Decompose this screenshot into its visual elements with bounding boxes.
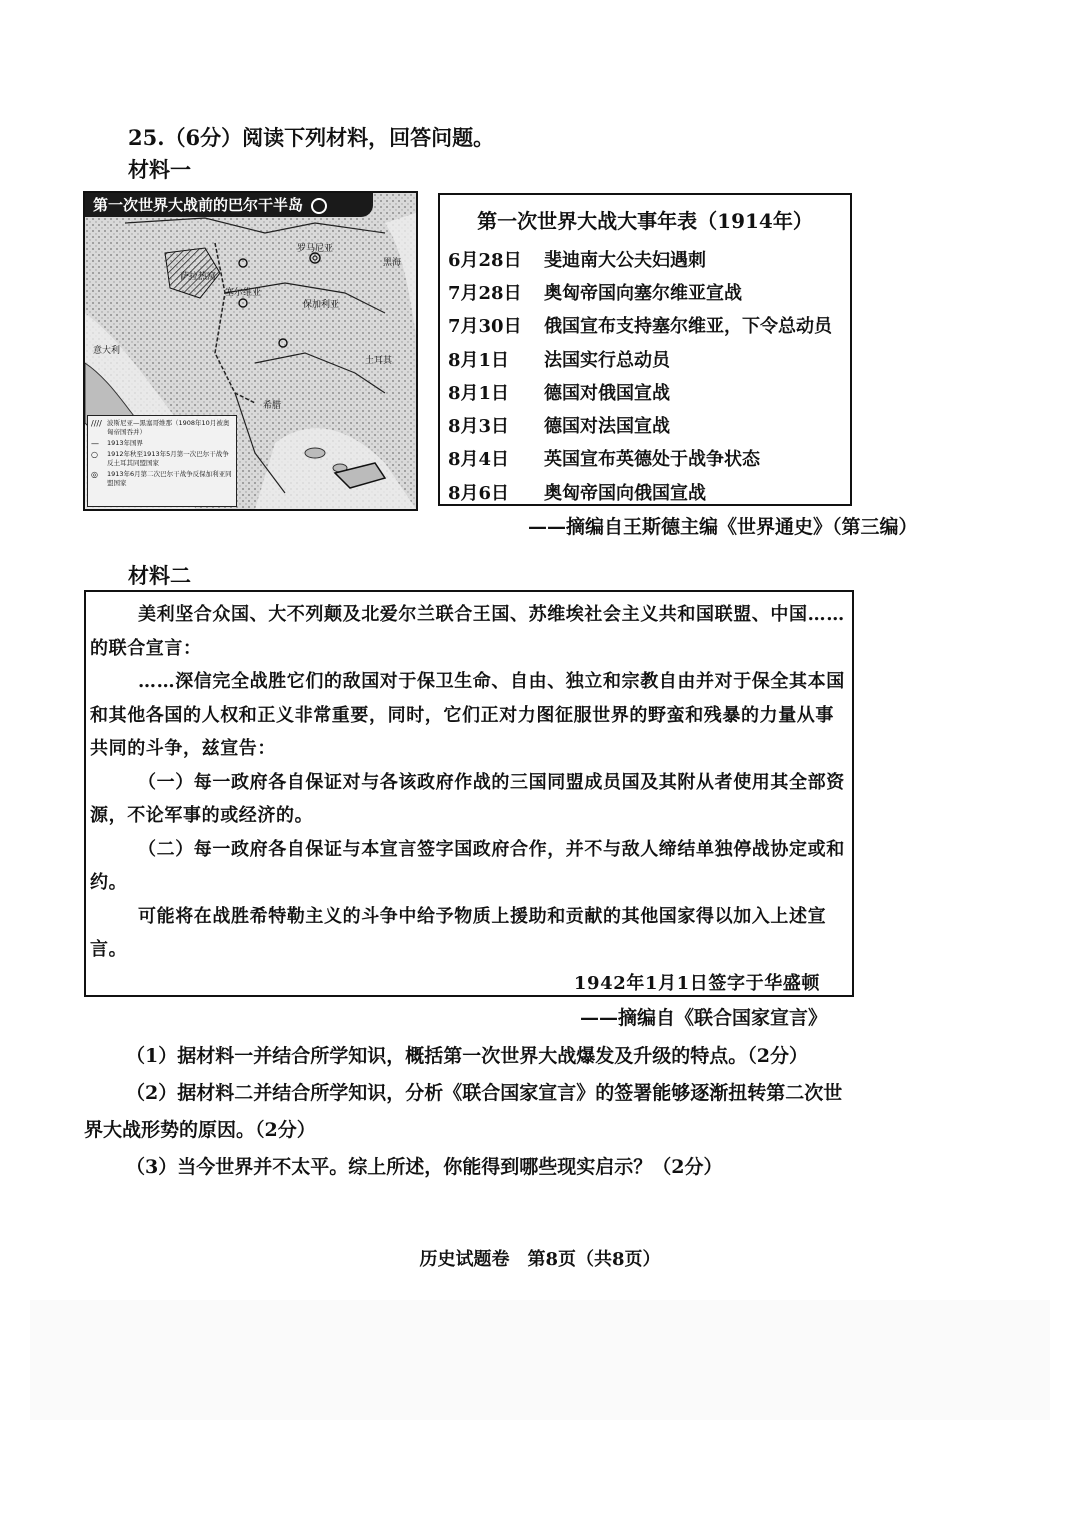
legend-row — [91, 450, 233, 468]
declaration-paragraph: 美利坚合众国、大不列颠及北爱尔兰联合王国、苏维埃社会主义共和国联盟、中国……的联合宣言： — [90, 604, 845, 659]
chronology-event: 俄国宣布支持塞尔维亚，下令总动员 — [544, 316, 832, 338]
map-label: 希腊 — [263, 401, 282, 411]
chronology-date: 8月1日 — [448, 349, 510, 371]
sub-questions — [84, 1038, 856, 1186]
chronology-event: 奥匈帝国向塞尔维亚宣战 — [544, 282, 742, 304]
page-footer: 历史试题卷 第8页（共8页） — [419, 1249, 661, 1270]
chronology-date: 7月30日 — [448, 316, 522, 338]
declaration-signature: 1942年1月1日签字于华盛顿 — [573, 972, 820, 994]
declaration-paragraph: ……深信完全战胜它们的敌国对于保卫生命、自由、独立和宗教自由并对于保全其本国和其他各国的人权和正义非常重要，同时，它们正对力图征服世界的野蛮和残暴的力量从事共同的斗争，兹宣告： — [90, 671, 845, 759]
scan-shadow — [30, 1300, 1050, 1420]
border-line-icon: — — [91, 439, 99, 448]
chronology-row — [440, 342, 850, 375]
chronology-date: 8月4日 — [448, 449, 510, 471]
legend-row — [91, 419, 233, 437]
declaration-paragraph: （二）每一政府各自保证与本宣言签字国政府合作，并不与敌人缔结单独停战协定或和约。 — [90, 838, 845, 893]
chronology-event: 德国对法国宣战 — [544, 416, 670, 438]
map-title — [85, 193, 373, 217]
compass-icon — [311, 198, 327, 214]
balkan-map — [83, 191, 418, 511]
map-label: 意大利 — [93, 346, 121, 356]
map-label: 萨拉热窝 — [180, 272, 217, 282]
declaration-box — [84, 590, 854, 997]
sub-question: （1）据材料一并结合所学知识，概括第一次世界大战爆发及升级的特点。（2分） — [126, 1045, 808, 1067]
chronology-row — [440, 242, 850, 275]
legend-text: 波斯尼亚—黑塞哥维那（1908年10月被奥匈帝国吞并） — [107, 419, 230, 436]
legend-row — [91, 439, 233, 448]
chronology-event: 奥匈帝国向俄国宣战 — [544, 482, 706, 504]
legend-row — [91, 470, 233, 488]
legend-text: 1913年国界 — [107, 439, 144, 447]
declaration-paragraph: （一）每一政府各自保证对与各该政府作战的三国同盟成员国及其附从者使用其全部资源，不论军事的或经济的。 — [90, 771, 845, 826]
chronology-row — [440, 275, 850, 308]
material-2-label: 材料二 — [128, 563, 191, 588]
chronology-date: 7月28日 — [448, 282, 522, 304]
map-label: 塞尔维亚 — [225, 288, 262, 298]
material-1-source: ——摘编自王斯德主编《世界通史》（第三编） — [528, 516, 918, 538]
chronology-row — [440, 309, 850, 342]
map-label: 保加利亚 — [303, 300, 340, 310]
legend-text: 1913年6月第二次巴尔干战争反保加利亚同盟国家 — [107, 470, 232, 487]
chronology-row — [440, 375, 850, 408]
chronology-date: 8月1日 — [448, 382, 510, 404]
sub-question: （2）据材料二并结合所学知识，分析《联合国家宣言》的签署能够逐渐扭转第二次世界大战形势的原因。（2分） — [84, 1082, 843, 1141]
sub-question: （3）当今世界并不太平。综上所述，你能得到哪些现实启示？（2分） — [126, 1156, 723, 1178]
chronology-row — [440, 475, 850, 508]
chronology-title: 第一次世界大战大事年表（1914年） — [477, 209, 813, 233]
map-label: 土耳其 — [365, 356, 393, 366]
material-1-label: 材料一 — [128, 157, 191, 182]
map-legend — [87, 415, 237, 507]
chronology-date: 8月6日 — [448, 482, 510, 504]
legend-text: 1912年秋至1913年5月第一次巴尔干战争反土耳其同盟国家 — [107, 450, 229, 467]
map-label: 罗马尼亚 — [297, 244, 334, 254]
chronology-date: 8月3日 — [448, 416, 510, 438]
chronology-table — [438, 193, 852, 506]
circle-icon: ○ — [91, 450, 98, 459]
map-label: 黑海 — [383, 258, 402, 268]
chronology-event: 法国实行总动员 — [544, 349, 670, 371]
question-title: 25.（6分）阅读下列材料，回答问题。 — [128, 125, 495, 150]
chronology-event: 德国对俄国宣战 — [544, 382, 670, 404]
chronology-row — [440, 442, 850, 475]
hatch-icon: //// — [91, 419, 102, 428]
map-title-text: 第一次世界大战前的巴尔干半岛 — [93, 196, 304, 214]
double-circle-icon: ◎ — [91, 470, 98, 479]
chronology-date: 6月28日 — [448, 249, 522, 271]
chronology-event: 英国宣布英德处于战争状态 — [544, 449, 760, 471]
chronology-event: 斐迪南大公夫妇遇刺 — [544, 249, 706, 271]
chronology-row — [440, 408, 850, 441]
declaration-paragraph: 可能将在战胜希特勒主义的斗争中给予物质上援助和贡献的其他国家得以加入上述宣言。 — [90, 905, 827, 960]
material-2-source: ——摘编自《联合国家宣言》 — [580, 1007, 828, 1029]
